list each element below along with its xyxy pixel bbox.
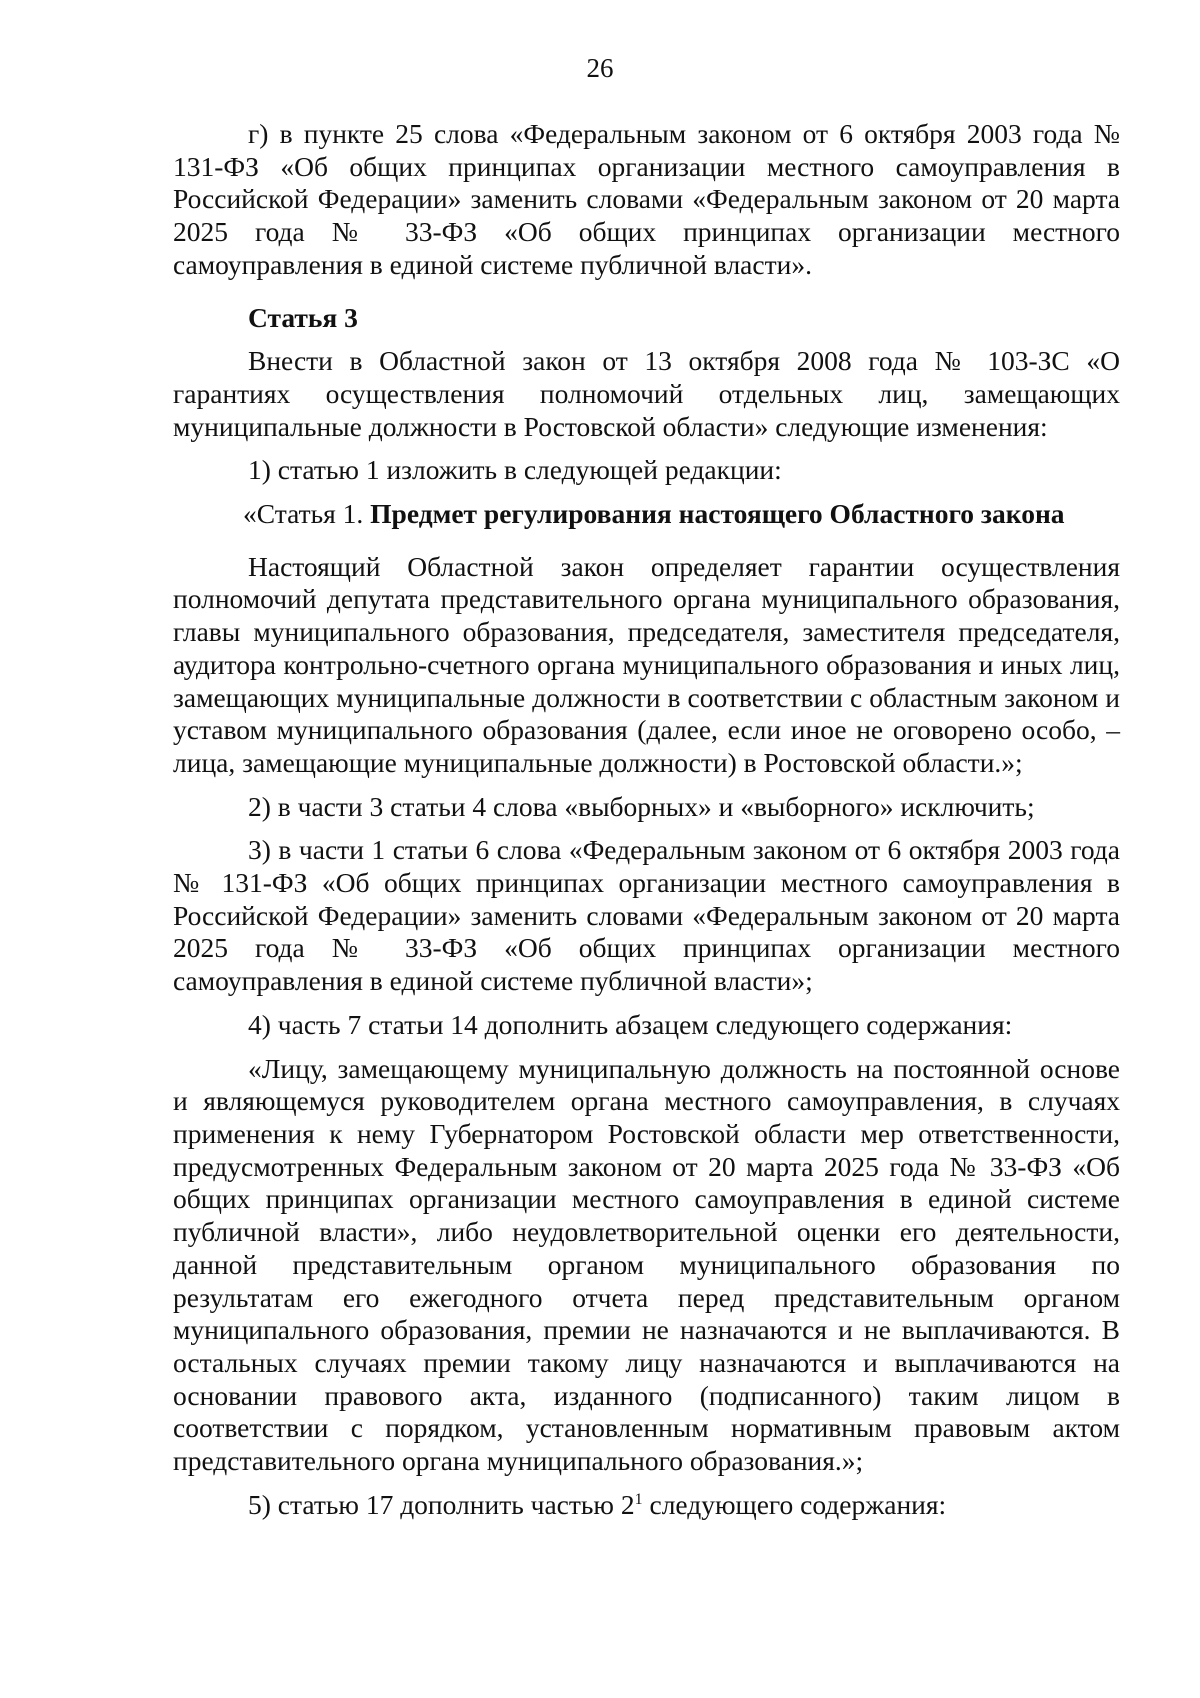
item-4-text: «Лицу, замещающему муниципальную должность на постоянной основе и являющемуся руководителем органа местного самоуправления, в случаях применения к нему Губернатором Ростовской области мер ответственности, предусмотренных Федеральным законом от 20 марта 2025 года № 33-ФЗ «Об общих принципах организации местного самоуправления в единой системе публичной власти», либо неудовлетворительной оценки его деятельности, данной представительным органом муниципального образования по результатам его ежегодного отчета перед представительным органом муниципального образования, премии не назначаются и не выплачиваются. В остальных случаях премии такому лицу назначаются и выплачиваются на основании правового акта, изданного (подписанного) таким лицом в соответствии с порядком, установленным нормативным правовым актом представительного органа муниципального образования.»;	[173, 1052, 1120, 1477]
item-4: 4) часть 7 статьи 14 дополнить абзацем следующего содержания:	[248, 1008, 1013, 1040]
article-3-heading: Статья 3	[248, 301, 358, 333]
paragraph-item-g: г) в пункте 25 слова «Федеральным законом от 6 октября 2003 года № 131-ФЗ «Об общих принципах организации местного самоуправления в Российской Федерации» заменить словами «Федеральным законом от 20 марта 2025 года № 33-ФЗ «Об общих принципах организации местного самоуправления в единой системе публичной власти».	[173, 118, 1120, 280]
item-5-before: 5) статью 17 дополнить частью 2	[248, 1488, 635, 1520]
item-2: 2) в части 3 статьи 4 слова «выборных» и «выборного» исключить;	[248, 790, 1035, 822]
item-5	[173, 1489, 1120, 1522]
page-number: 26	[586, 53, 614, 83]
item-1: 1) статью 1 изложить в следующей редакции:	[248, 454, 782, 486]
article-1-body: Настоящий Областной закон определяет гарантии осуществления полномочий депутата представительного органа муниципального образования, главы муниципального образования, председателя, заместителя председателя, аудитора контрольно-счетного органа муниципального образования и иных лиц, замещающих муниципальные должности в соответствии с областным законом и уставом муниципального образования (далее, если иное не оговорено особо, – лица, замещающие муниципальные должности) в Ростовской области.»;	[173, 550, 1120, 778]
item-3: 3) в части 1 статьи 6 слова «Федеральным законом от 6 октября 2003 года № 131-ФЗ «Об общих принципах организации местного самоуправления в Российской Федерации» заменить словами «Федеральным законом от 20 марта 2025 года № 33-ФЗ «Об общих принципах организации местного самоуправления в единой системе публичной власти»;	[173, 834, 1120, 997]
article-3-intro: Внести в Областной закон от 13 октября 2008 года № 103-ЗС «О гарантиях осуществления полномочий отдельных лиц, замещающих муниципальные должности в Ростовской области» следующие изменения:	[173, 345, 1120, 442]
document-body	[173, 118, 1120, 1521]
article-1-title: Предмет регулирования настоящего Областного закона	[370, 498, 1065, 530]
item-5-after: следующего содержания:	[642, 1488, 947, 1520]
article-1-prefix: «Статья 1.	[243, 498, 371, 530]
item-5-superscript: 1	[634, 1490, 643, 1508]
article-1-title-line	[173, 498, 1120, 531]
